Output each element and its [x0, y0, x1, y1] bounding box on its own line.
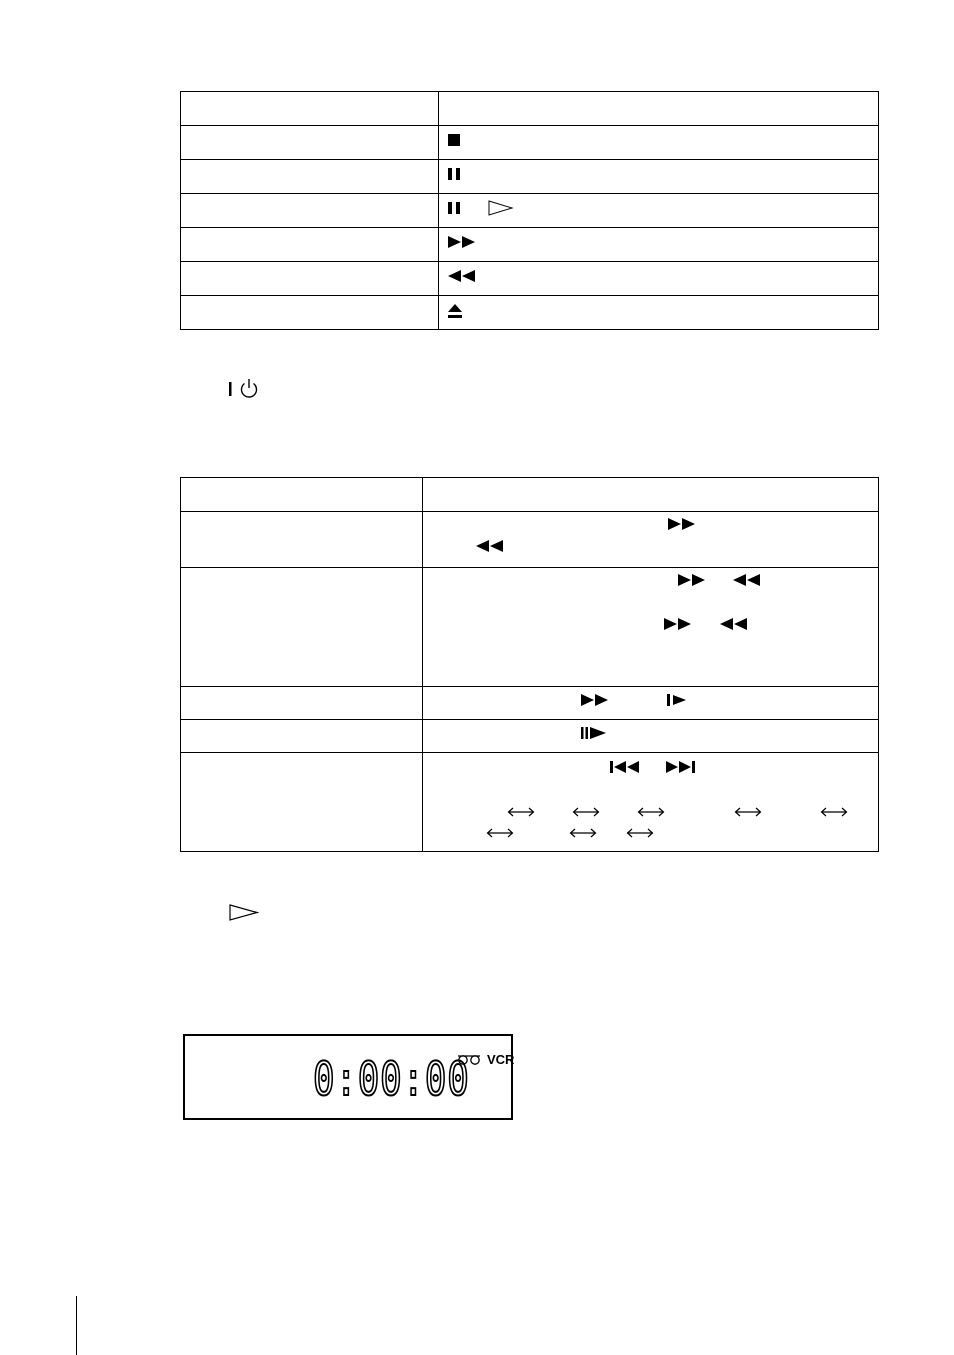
table-row: [181, 92, 879, 126]
table-playback-options: [180, 477, 879, 852]
vcr-indicator: VCR: [487, 1052, 515, 1067]
double-arrow-icon: [486, 828, 514, 838]
table-row: [181, 160, 879, 194]
next-index-icon: [666, 761, 698, 774]
table-row: [181, 478, 879, 512]
double-arrow-icon: [637, 807, 665, 817]
double-arrow-icon: [572, 807, 600, 817]
pause-icon: [448, 168, 462, 181]
play-icon: [229, 904, 259, 921]
rewind-icon: [720, 618, 750, 631]
rewind-icon: [476, 540, 506, 553]
previous-index-icon: [610, 761, 642, 774]
fast-forward-icon: [448, 236, 478, 249]
rewind-icon: [448, 270, 478, 283]
double-arrow-icon: [507, 807, 535, 817]
margin-rule: [76, 1296, 77, 1355]
rewind-icon: [733, 574, 763, 587]
stop-icon: [448, 134, 461, 147]
table-row: [181, 568, 879, 687]
table-row: [181, 194, 879, 228]
fast-forward-icon: [664, 618, 694, 631]
table-row: [181, 296, 879, 330]
frame-advance-icon: [581, 727, 609, 740]
double-arrow-icon: [734, 807, 762, 817]
table-row: [181, 687, 879, 720]
fast-forward-icon: [581, 694, 611, 707]
table-row: [181, 228, 879, 262]
slow-icon: [667, 694, 689, 707]
double-arrow-icon: [820, 807, 848, 817]
pause-icon: [448, 202, 462, 215]
double-arrow-icon: [626, 828, 654, 838]
play-icon: [488, 200, 514, 216]
power-icon: [228, 378, 262, 400]
vcr-display: [183, 1034, 513, 1120]
table-row: [181, 126, 879, 160]
table-row: [181, 753, 879, 852]
table-operations: [180, 91, 879, 330]
fast-forward-icon: [668, 518, 698, 531]
table-row: [181, 720, 879, 753]
table-row: [181, 512, 879, 568]
table-row: [181, 262, 879, 296]
fast-forward-icon: [678, 574, 708, 587]
counter-digits: 0:00:00: [313, 1052, 470, 1106]
cassette-tape-icon: [457, 1055, 481, 1065]
eject-icon: [448, 304, 463, 319]
double-arrow-icon: [569, 828, 597, 838]
